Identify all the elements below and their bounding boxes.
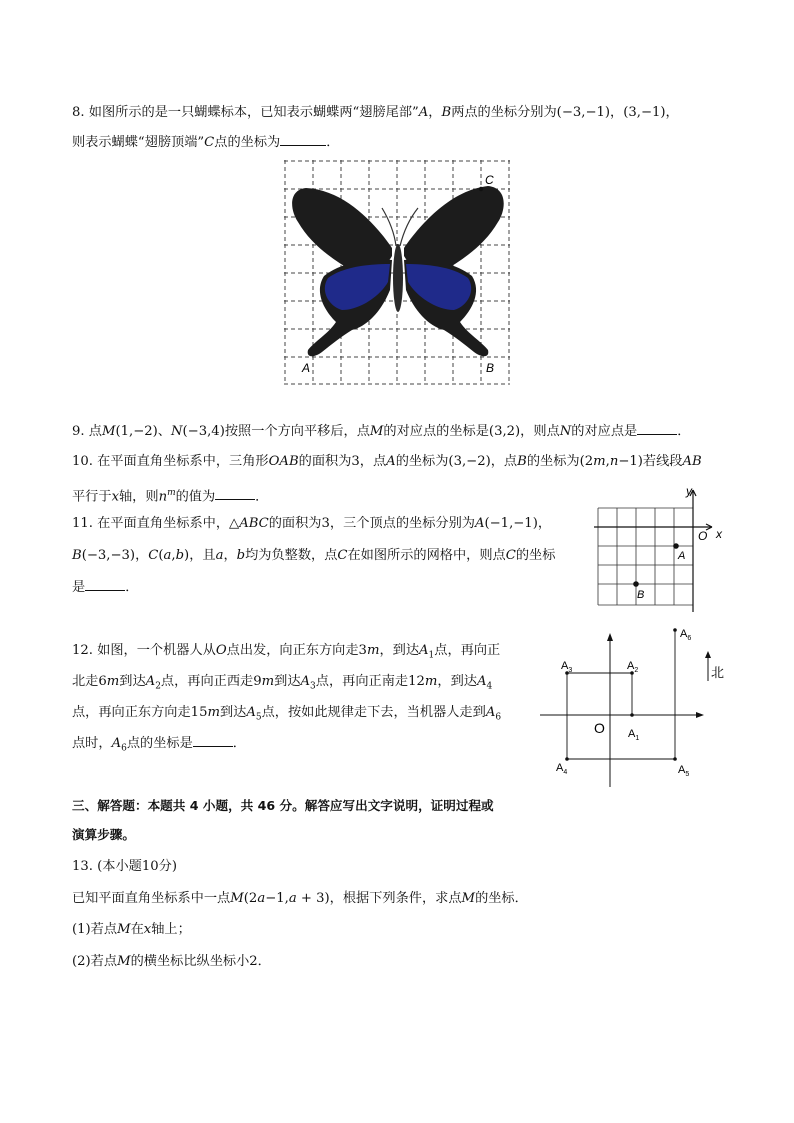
answer-blank[interactable] [280, 133, 326, 146]
q13-sub-1: (1)若点M在x轴上； [72, 922, 191, 937]
label-a4: $A_4$ [556, 762, 568, 776]
label-a: A [678, 550, 686, 562]
label-b: B [637, 589, 645, 601]
label-x: x [716, 527, 722, 541]
section-3-heading-1: 三、解答题：本题共 4 小题，共 46 分。解答应写出文字说明，证明过程或 [72, 798, 494, 813]
q11-line-3: 是 ． [72, 580, 139, 595]
label-a1: $A_1$ [628, 728, 640, 742]
q11-line-1: 11. 在平面直角坐标系中，△ABC的面积为3，三个顶点的坐标分别为A(−1,−1)， [72, 516, 552, 531]
point-c [479, 187, 483, 191]
q12-path-figure [536, 625, 736, 790]
q8-line-2: 则表示蝴蝶“翅膀顶端”C点的坐标为 ． [72, 135, 340, 150]
label-a6: $A_6$ [680, 628, 692, 642]
label-a: A [302, 361, 311, 375]
q10-line-2: 平行于x轴，则$n^m$的值为 ． [72, 488, 269, 505]
label-b: B [486, 361, 495, 375]
answer-blank[interactable] [193, 734, 233, 747]
label-o: O [698, 529, 708, 543]
answer-blank[interactable] [637, 422, 677, 435]
label-y: y [686, 484, 692, 498]
label-c: C [485, 173, 494, 187]
q12-line-3: 点，再向正东方向走15m到达$A_5$点，按如此规律走下去，当机器人走到$A_6$ [72, 705, 502, 723]
q8-line-1: 8. 如图所示的是一只蝴蝶标本，已知表示蝴蝶两“翅膀尾部”A，B两点的坐标分别为(−3,−1)，(3,−1)， [72, 105, 679, 120]
point-b [633, 581, 639, 587]
q10-line-1: 10. 在平面直角坐标系中，三角形OAB的面积为3，点A的坐标为(3,−2)，点B的坐标为(2m,n−1)若线段AB [72, 454, 702, 469]
north-arrow-icon [705, 651, 711, 658]
label-o: O [594, 720, 605, 736]
label-a2: $A_2$ [627, 660, 639, 674]
answer-blank[interactable] [85, 578, 125, 591]
butterfly-figure [284, 160, 512, 385]
section-3-heading-2: 演算步骤。 [72, 827, 135, 842]
y-axis-arrow-icon [607, 633, 613, 641]
label-north: 北 [711, 665, 725, 680]
q12-line-4: 点时，$A_6$点的坐标是 ． [72, 736, 246, 754]
q13-title: 13. (本小题10分) [72, 859, 177, 874]
point-a [673, 543, 679, 549]
q9-line: 9. 点M(1,−2)、N(−3,4)按照一个方向平移后，点M的对应点的坐标是(3,2)，则点N的对应点是 ． [72, 424, 691, 439]
q13-sub-2: (2)若点M的横坐标比纵坐标小2． [72, 954, 271, 969]
label-a3: $A_3$ [561, 660, 573, 674]
q11-line-2: B(−3,−3)，C(a,b)，且a，b均为负整数，点C在如图所示的网格中，则点C的坐标 [72, 548, 556, 563]
q12-line-2: 北走6m到达$A_2$点，再向正西走9m到达$A_3$点，再向正南走12m，到达$A_4$ [72, 674, 493, 692]
robot-path [567, 630, 675, 759]
q13-line-1: 已知平面直角坐标系中一点M(2a−1,a + 3)，根据下列条件，求点M的坐标． [72, 891, 528, 906]
x-axis-arrow-icon [696, 712, 704, 718]
q11-grid-figure [590, 484, 730, 614]
butterfly-image [292, 186, 504, 356]
q12-line-1: 12. 如图，一个机器人从O点出发，向正东方向走3m，到达$A_1$点，再向正 [72, 643, 501, 661]
label-a5: $A_5$ [678, 764, 690, 778]
answer-blank[interactable] [215, 487, 255, 500]
